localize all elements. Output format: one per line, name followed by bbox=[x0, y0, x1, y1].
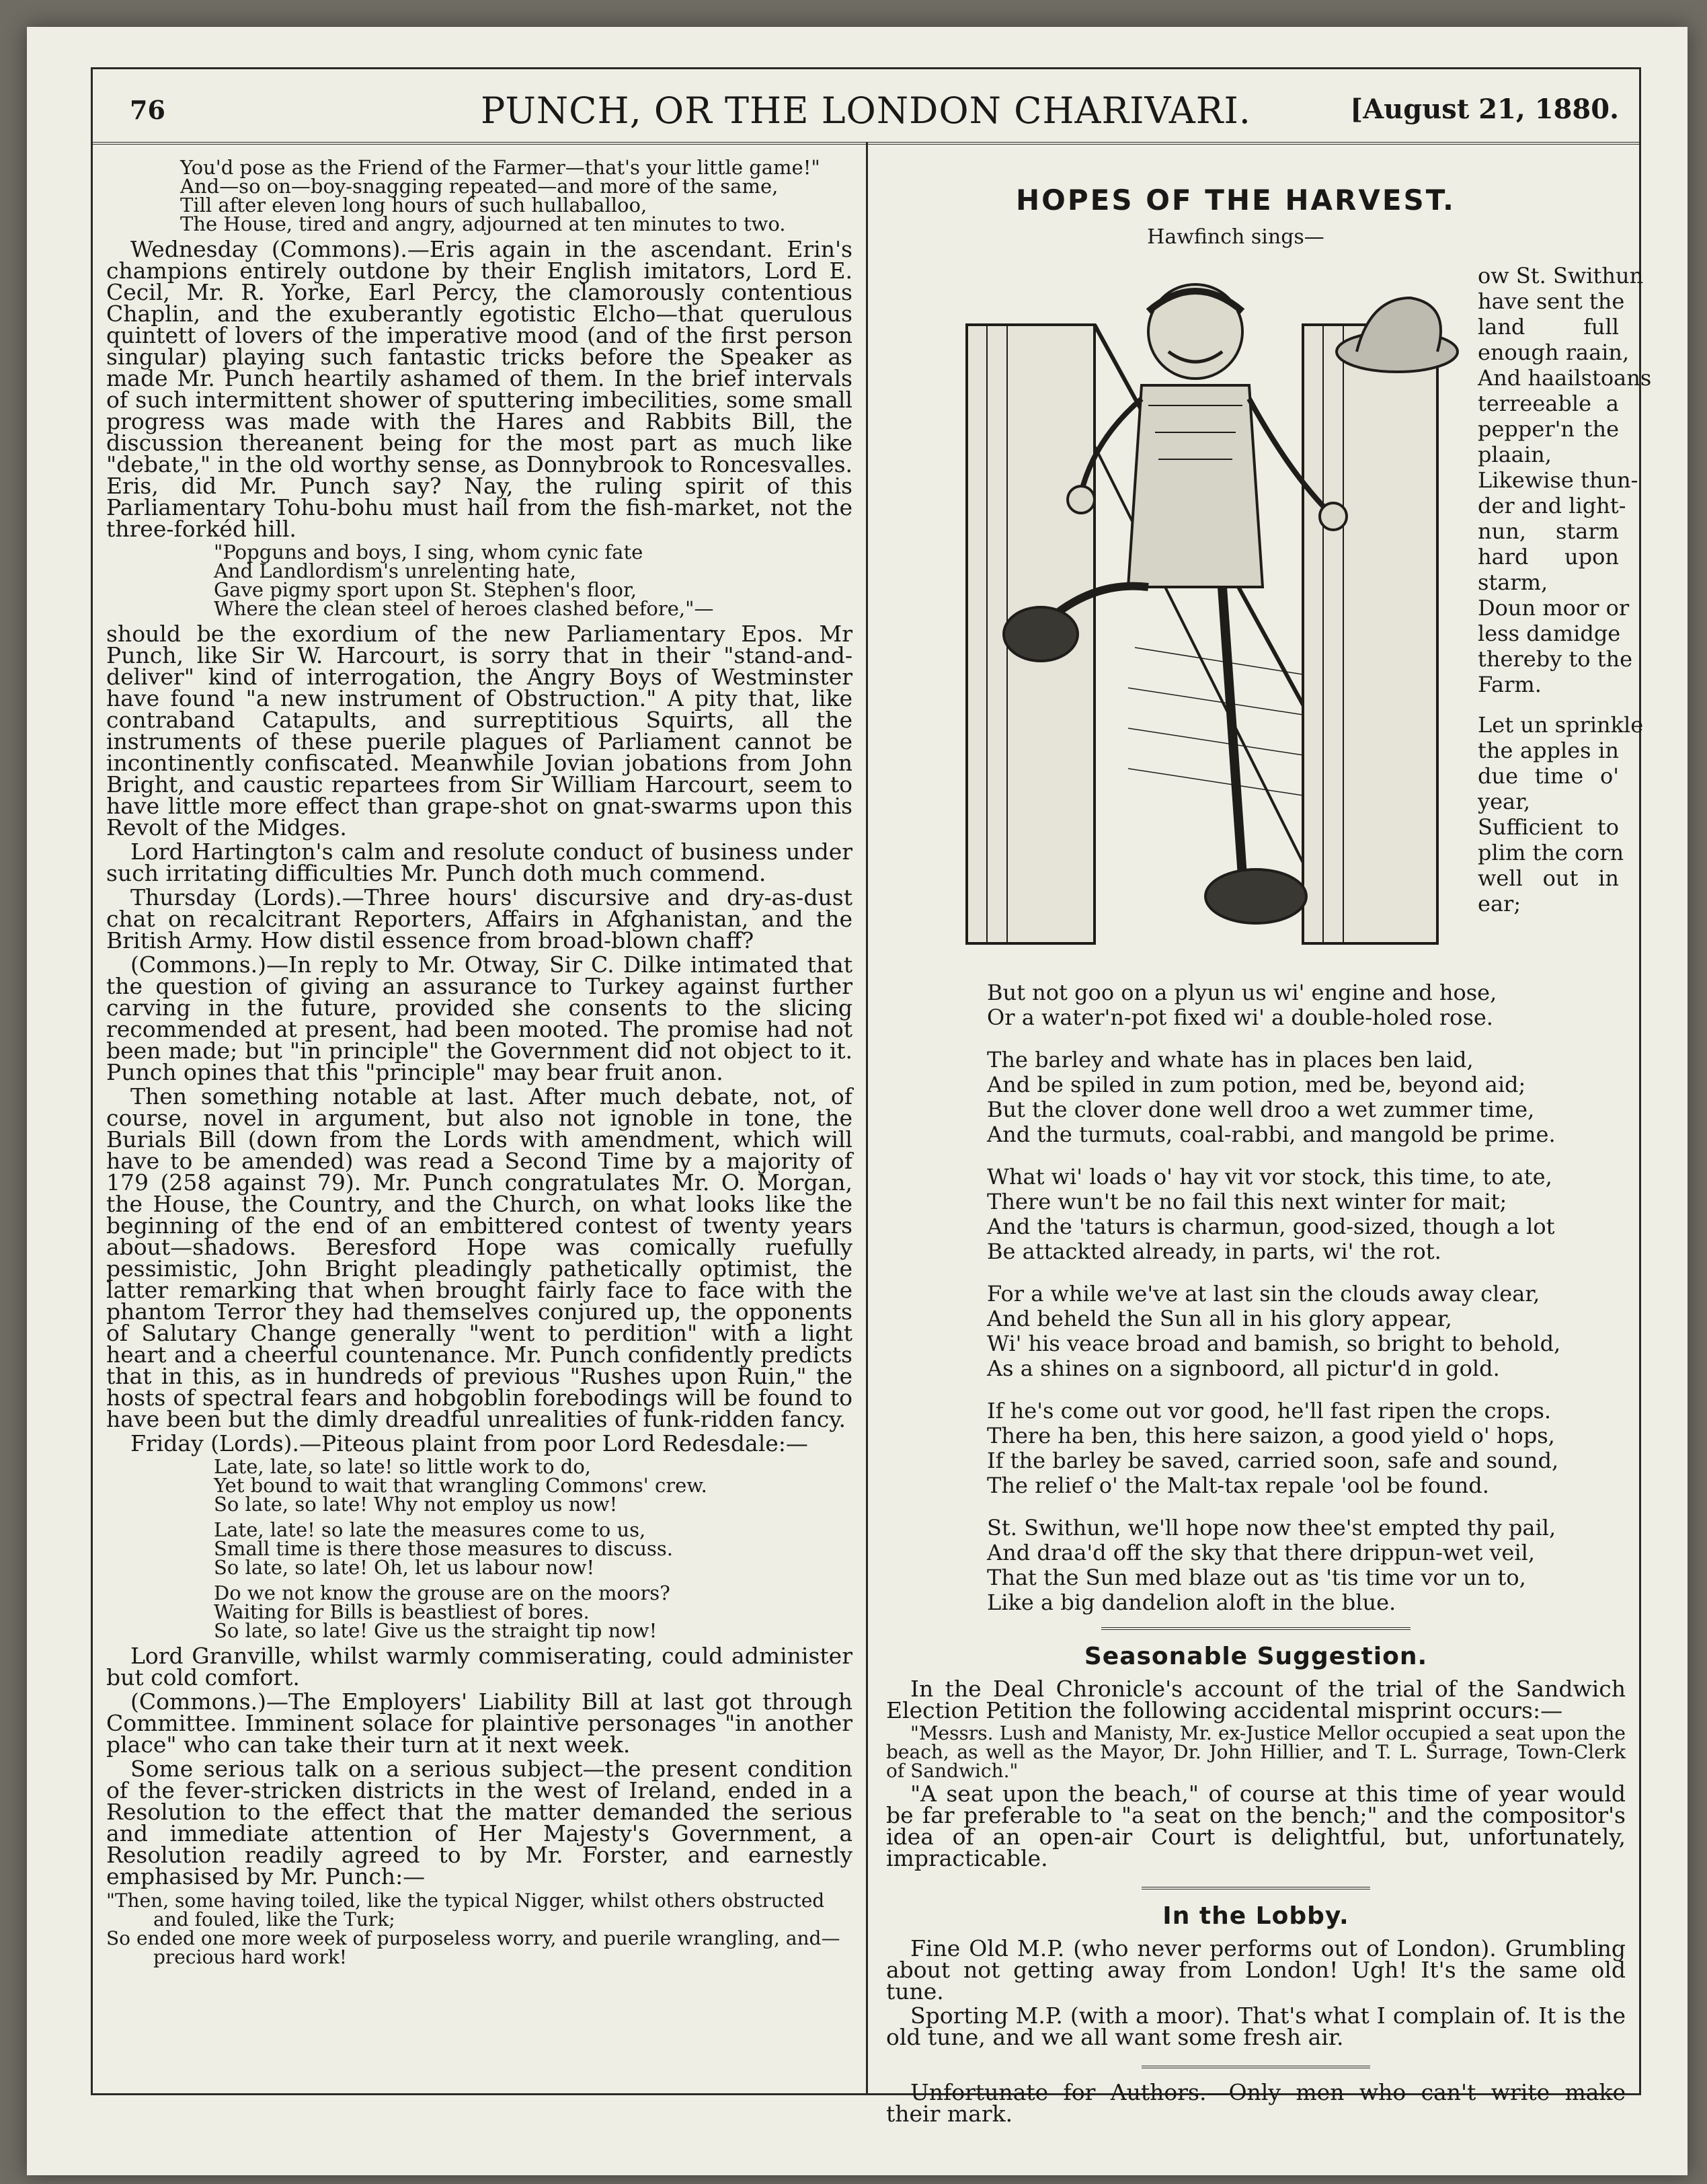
poem-stanzas bbox=[886, 980, 1626, 1615]
poem-line: Sufficient to bbox=[1478, 814, 1619, 840]
verse-line: Gave pigmy sport upon St. Stephen's floor, bbox=[214, 578, 637, 601]
section-divider bbox=[1101, 1627, 1411, 1630]
paragraph-wednesday: Wednesday (Commons).—Eris again in the ascendant. Erin's champions entirely outdone by their English imitators, Lord E. Cecil, Mr. R. Yorke, Earl Percy, the clamorously contentious Chaplin, and the exuberantly egotistic Elcho—that querulous quintett of lovers of the imperative mood (and of the first person singular) playing such fantastic tricks before the Speaker as made Mr. Punch heartily ashamed of them. In the brief intervals of such intermittent shower of sputtering imbecilities, some small progress was made with the Hares and Rabbits Bill, the discussion thereanent being for the most part as much like "debate," in the old worthy sense, as Donnybrook to Roncesvalles. Eris, did Mr. Punch say? Nay, the ruling spirit of this Parliamentary Tohu-bohu must hail from the fish-market, not the three-forkéd hill. bbox=[106, 236, 852, 542]
poem-line: year, bbox=[1478, 789, 1531, 814]
verse-line: Yet bound to wait that wrangling Commons' crew. bbox=[214, 1474, 707, 1497]
poem-line: If the barley be saved, carried soon, safe and sound, bbox=[987, 1448, 1559, 1473]
verse-line: And Landlordism's unrelenting hate, bbox=[214, 559, 576, 582]
quote-line: "Then, some having toiled, like the typical Nigger, whilst others obstructed bbox=[106, 1889, 825, 1912]
verse-line: So late, so late! Give us the straight tip now! bbox=[214, 1619, 658, 1642]
poem-line: There wun't be no fail this next winter for mait; bbox=[987, 1189, 1507, 1214]
right-column bbox=[886, 980, 1626, 2127]
verse-line: Small time is there those measures to discuss. bbox=[214, 1537, 673, 1560]
verse-line: Late, late! so late the measures come to us, bbox=[214, 1518, 646, 1541]
poem-line: And beheld the Sun all in his glory appear, bbox=[987, 1306, 1452, 1331]
poem-stanza bbox=[987, 1165, 1626, 1264]
page-number: 76 bbox=[130, 95, 165, 125]
page-date: [August 21, 1880. bbox=[1350, 93, 1619, 125]
poem-subtitle: Hawfinch sings— bbox=[1147, 225, 1324, 249]
quote-line: precious hard work! bbox=[153, 1946, 348, 1968]
poem-line: hard upon bbox=[1478, 544, 1619, 570]
seasonable-intro: In the Deal Chronicle's account of the trial of the Sandwich Election Petition the following accidental misprint occurs:— bbox=[886, 1676, 1626, 1723]
page-title: PUNCH, OR THE LONDON CHARIVARI. bbox=[481, 89, 1251, 132]
paragraph-ireland: Some serious talk on a serious subject—the present condition of the fever-stricken districts in the west of Ireland, ended in a Resolution to the effect that the matter demanded the serious and immediate attention of Her Majesty's Government, a Resolution readily agreed to by Mr. Forster, and earnestly emphasised by Mr. Punch:— bbox=[106, 1756, 852, 1889]
poem-line: the apples in bbox=[1478, 738, 1619, 763]
poem-line: But the clover done well droo a wet zummer time, bbox=[987, 1097, 1535, 1122]
illustration-hawfinch bbox=[926, 271, 1518, 977]
poem-line: If he's come out vor good, he'll fast ripen the crops. bbox=[987, 1398, 1552, 1424]
poem-line: ow St. Swithun bbox=[1478, 263, 1644, 288]
seasonable-quote: "Messrs. Lush and Manisty, Mr. ex-Justice Mellor occupied a seat upon the beach, as well as the Mayor, Dr. John Hillier, and T. L. Surrage, Town-Clerk of Sandwich." bbox=[886, 1722, 1626, 1782]
section-divider bbox=[1142, 2066, 1370, 2068]
poem-line: What wi' loads o' hay vit vor stock, this time, to ate, bbox=[987, 1164, 1552, 1190]
seasonable-comment: "A seat upon the beach," of course at this time of year would be far preferable to "a seat on the bench;" and the compositor's idea of an open-air Court is delightful, but, unfortunately, impracticable. bbox=[886, 1781, 1626, 1871]
verse-line: So late, so late! Oh, let us labour now! bbox=[214, 1556, 595, 1579]
poem-stanza bbox=[987, 1282, 1626, 1381]
poem-stanza bbox=[987, 1399, 1626, 1498]
poem-line: As a shines on a signboord, all pictur'd in gold. bbox=[987, 1356, 1500, 1381]
poem-heading bbox=[900, 184, 1572, 264]
poem-line: due time o' bbox=[1478, 763, 1619, 789]
paragraph-commons-dilke: (Commons.)—In reply to Mr. Otway, Sir C. Dilke intimated that the question of giving an assurance to Turkey against further carving in the future, provided she consents to the slicing recommended at present, had been mooted. The promise had not been made; but "in principle" the Government did not object to it. Punch opines that this "principle" may bear fruit anon. bbox=[106, 951, 852, 1085]
poem-line: St. Swithun, we'll hope now thee'st empted thy pail, bbox=[987, 1515, 1556, 1540]
poem-line: Doun moor or bbox=[1478, 595, 1630, 621]
paragraph-exordium: should be the exordium of the new Parliamentary Epos. Mr Punch, like Sir W. Harcourt, is sorry that in their "stand-and-deliver" kind of interrogation, the Angry Boys of Westminster have found "a new instrument of Obstruction." A pity that, like contraband Catapults, and surreptitious Squirts, all the instruments of these puerile plagues of Parliament cannot be incontinently confiscated. Meanwhile Jovian jobations from John Bright, and caustic repartees from Sir William Harcourt, seem to have little more effect than grape-shot on gnat-swarms upon this Revolt of the Midges. bbox=[106, 621, 852, 841]
verse-line: "Popguns and boys, I sing, whom cynic fate bbox=[214, 541, 643, 563]
verse-line: The House, tired and angry, adjourned at ten minutes to two. bbox=[180, 212, 786, 235]
seasonable-title: Seasonable Suggestion. bbox=[1084, 1643, 1428, 1670]
verse-line: So late, so late! Why not employ us now! bbox=[214, 1493, 618, 1516]
poem-line: less damidge bbox=[1478, 621, 1621, 646]
paragraph-thursday: Thursday (Lords).—Three hours' discursive and dry-as-dust chat on recalcitrant Reporters, Affairs in Afghanistan, and the British Army. How distil essence from broad-blown chaff? bbox=[106, 884, 852, 953]
closing-quote bbox=[106, 1889, 852, 1968]
verse-line: Late, late, so late! so little work to do, bbox=[214, 1455, 592, 1478]
poem-line: plim the corn bbox=[1478, 840, 1624, 865]
poem-stanza bbox=[987, 1048, 1626, 1147]
poem-stanza bbox=[987, 1516, 1626, 1615]
verse-line: Where the clean steel of heroes clashed before,"— bbox=[214, 597, 714, 620]
poem-line: For a while we've at last sin the clouds away clear, bbox=[987, 1281, 1540, 1306]
quote-line: and fouled, like the Turk; bbox=[153, 1908, 395, 1930]
poem-line: There ha ben, this here saizon, a good yield o' hops, bbox=[987, 1423, 1555, 1448]
poem-line: nun, starm bbox=[1478, 518, 1619, 544]
poem-line: have sent the bbox=[1478, 288, 1625, 314]
poem-line: well out in bbox=[1478, 865, 1619, 891]
poem-title: HOPES OF THE HARVEST. bbox=[1016, 184, 1456, 217]
verse-line: You'd pose as the Friend of the Farmer—that's your little game!" bbox=[180, 156, 820, 179]
poem-line: The barley and whate has in places ben laid, bbox=[987, 1047, 1474, 1072]
quote-line: So ended one more week of purposeless worry, and puerile wrangling, and— bbox=[106, 1927, 840, 1949]
poem-line: terreeable a bbox=[1478, 391, 1619, 416]
poem-line: starm, bbox=[1478, 570, 1548, 595]
poem-line: And the 'taturs is charmun, good-sized, though a lot bbox=[987, 1214, 1555, 1239]
poem-line: Or a water'n-pot fixed wi' a double-holed rose. bbox=[987, 1005, 1493, 1030]
left-column bbox=[106, 155, 852, 2085]
poem-stanza bbox=[987, 980, 1626, 1030]
paragraph-granville: Lord Granville, whilst warmly commiserating, could administer but cold comfort. bbox=[106, 1643, 852, 1690]
lobby-paragraph: Sporting M.P. (with a moor). That's what I complain of. It is the old tune, and we all want some fresh air. bbox=[886, 2002, 1626, 2050]
poem-line: enough raain, bbox=[1478, 340, 1630, 365]
page-sheet bbox=[27, 27, 1688, 2175]
poem-line: Let un sprinkle bbox=[1478, 712, 1644, 738]
poem-line: And haailstoans bbox=[1478, 365, 1652, 391]
poem-line: pepper'n the bbox=[1478, 416, 1619, 442]
poem-line: Wi' his veace broad and bamish, so bright to behold, bbox=[987, 1331, 1561, 1356]
verse-popguns bbox=[106, 543, 852, 618]
poem-beside-illustration bbox=[1478, 263, 1652, 976]
poem-line: land full bbox=[1478, 314, 1619, 340]
paragraph-friday: Friday (Lords).—Piteous plaint from poor Lord Redesdale:— bbox=[130, 1430, 808, 1456]
section-divider bbox=[1142, 1887, 1370, 1889]
paragraph-notable: Then something notable at last. After much debate, not, of course, novel in argument, but also not ignoble in tone, the Burials Bill (down from the Lords with amendment, which will have to be amended) was read a Second Time by a majority of 179 (258 against 79). Mr. Punch congratulates Mr. O. Morgan, the House, the Country, and the Church, on what looks like the beginning of the end of an embittered contest of twenty years about—shadows. Beresford Hope was comically ruefully pessimistic, John Bright pleadingly pathetically optimist, the latter remarking that when brought fairly face to face with the phantom Terror they had themselves conjured up, the opponents of Salutary Change generally "went to perdition" with a light heart and a cheerful countenance. Mr. Punch confidently predicts that in this, as in hundreds of previous "Rushes upon Ruin," the hosts of spectral fears and hobgoblin forebodings will be found to have been but the dimly dreadful unrealities of funk-ridden fancy. bbox=[106, 1083, 852, 1432]
verse-line: Waiting for Bills is beastliest of bores. bbox=[214, 1600, 590, 1623]
verse-top bbox=[106, 158, 852, 233]
stanza-gap bbox=[1478, 697, 1619, 712]
poem-line: Farm. bbox=[1478, 672, 1542, 697]
verse-late bbox=[106, 1457, 852, 1640]
unfortunate-paragraph: Unfortunate for Authors.—Only men who can't write make their mark. bbox=[886, 2079, 1626, 2127]
poem-line: But not goo on a plyun us wi' engine and hose, bbox=[987, 980, 1497, 1005]
column-rule bbox=[866, 142, 868, 2093]
poem-line: ear; bbox=[1478, 891, 1521, 916]
poem-line: Be attackted already, in parts, wi' the rot. bbox=[987, 1239, 1441, 1264]
poem-line: der and light- bbox=[1478, 493, 1626, 518]
poem-line: And the turmuts, coal-rabbi, and mangold be prime. bbox=[987, 1122, 1556, 1147]
verse-line: Do we not know the grouse are on the moors? bbox=[214, 1582, 670, 1604]
poem-line: The relief o' the Malt-tax repale 'ool be found. bbox=[987, 1473, 1489, 1498]
poem-line: That the Sun med blaze out as 'tis time vor un to, bbox=[987, 1565, 1526, 1590]
page-header bbox=[93, 69, 1639, 145]
poem-line: And be spiled in zum potion, med be, beyond aid; bbox=[987, 1072, 1526, 1097]
poem-line: plaain, bbox=[1478, 442, 1552, 467]
paragraph-employers: (Commons.)—The Employers' Liability Bill at last got through Committee. Imminent solace for plaintive personages "in another place" who can take their turn at it next week. bbox=[106, 1688, 852, 1758]
lobby-paragraph: Fine Old M.P. (who never performs out of London). Grumbling about not getting away from London! Ugh! It's the same old tune. bbox=[886, 1935, 1626, 2004]
lobby-title: In the Lobby. bbox=[1162, 1902, 1349, 1930]
verse-line: And—so on—boy-snagging repeated—and more of the same, bbox=[180, 175, 779, 198]
paragraph-hartington: Lord Hartington's calm and resolute conduct of business under such irritating difficulties Mr. Punch doth much commend. bbox=[106, 838, 852, 886]
poem-line: And draa'd off the sky that there drippun-wet veil, bbox=[987, 1540, 1535, 1565]
verse-line: Till after eleven long hours of such hullaballoo, bbox=[180, 194, 647, 217]
poem-line: Like a big dandelion aloft in the blue. bbox=[987, 1590, 1396, 1615]
poem-line: Likewise thun- bbox=[1478, 467, 1638, 493]
page-frame bbox=[91, 67, 1652, 2127]
poem-line: thereby to the bbox=[1478, 646, 1633, 672]
